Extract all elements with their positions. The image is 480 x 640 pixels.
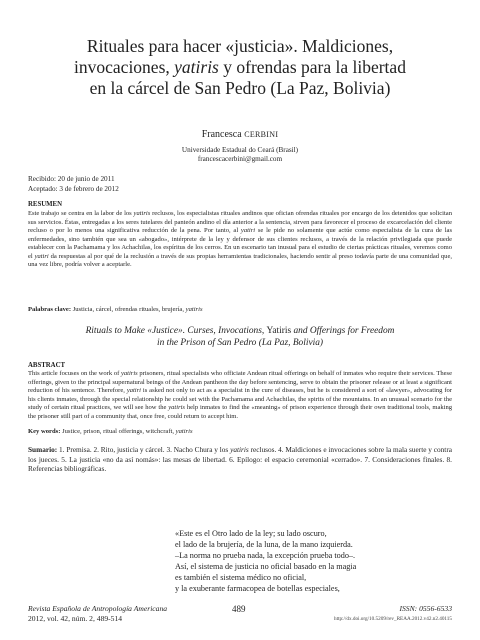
- issn: ISSN: 0556-6533: [399, 604, 452, 613]
- abstract-text: This article focuses on the work of yatiris prisoners, ritual specialists who officiate Andean ritual offerings on behalf of inmates who require their services. These offerings, given to the principal supernatural beings of the Andean pantheon the day before sentencing, serve to obtain the prisoner release or at least a significant reduction of his sentence. Therefore, yatiri is asked not only to act as a specialist in the cure of diseases, but he is considered a sort of «lawyer», advocating for his clients inmates, through the special relationship he could set with the Pachamama and Achachilas, the spirits of the mountains. In an unusual scenario for the study of certain ritual practices, we will see how the yatiris help inmates to find the «meaning» of prison experience through their own traditional tools, making the prisoner still part of a community that, once free, could return to accept him.: [28, 370, 453, 420]
- journal-name: [28, 604, 167, 614]
- english-title-line-1: [40, 326, 440, 338]
- quote-line: Así, el sistema de justicia no oficial basado en la magia: [175, 562, 357, 571]
- journal-issue: 2012, vol. 42, núm. 2, 489-514: [28, 614, 123, 623]
- english-title-line-1-end: and Offerings for Freedom: [291, 326, 395, 336]
- key-words: [28, 428, 452, 435]
- palabras-clave-label: Palabras clave:: [28, 306, 72, 313]
- article-dates: [28, 175, 119, 194]
- english-title-line-2: in the Prison of San Pedro (La Paz, Bolivia): [156, 337, 324, 348]
- accepted-date: Aceptado: 3 de febrero de 2012: [28, 184, 119, 193]
- quote-line: es también el sistema médico no oficial,: [175, 573, 307, 582]
- author-last-name: CERBINI: [244, 130, 279, 139]
- sumario: [28, 445, 452, 474]
- author-name: [0, 129, 480, 140]
- journal-citation: [28, 604, 167, 624]
- doi-link[interactable]: http://dx.doi.org/10.5209/rev_REAA.2012.v42.n2.40115: [333, 616, 452, 622]
- sumario-text: 1. Premisa. 2. Rito, justicia y cárcel. 3. Nacho Chura y los yatiris reclusos. 4. Maldiciones e invocaciones sobre la mala suerte y contra los jueces. 5. La justicia «no da así nomás»: las mesas de libertad. 6. Epílogo: el espacio ceremonial «cerrado». 7. Consideraciones finales. 8. Referencias bibliográficas.: [28, 445, 453, 473]
- epigraph-quote: [175, 528, 356, 594]
- page-number: 489: [232, 604, 246, 614]
- palabras-clave-values: Justicia, cárcel, ofrendas rituales, brujería, yatiris: [71, 306, 203, 313]
- english-title-line-1-upright: Yatiris: [266, 326, 292, 336]
- english-title: [40, 326, 440, 350]
- resumen-text: Este trabajo se centra en la labor de los yatiris reclusos, los especialistas rituales andinos que ofician ofrendas rituales por encargo de los detenidos que solicitan sus servicios. Éstas, entregadas a los seres tutelares del panteón andino el día anterior a la sentencia, sirven para favorecer el proceso de excarcelación del cliente recluso o por lo menos una significativa reducción de la pena. Por tanto, al yatiri se le pide no solamente que actúe como especialista de la cura de las enfermedades, sino también que sea un «abogado», intérprete de la ley y defensor de sus clientes reclusos, a través de la relación privilegiada que puede establecer con la Pachamama y los Achachilas, los espíritus de los cerros. En un escenario tan inusual para el estudio de ciertas prácticas rituales, veremos como el yatiri da respuestas al por qué de la reclusión a través de sus propias herramientas tradicionales, haciendo sentir al preso todavía parte de una comunidad que, una vez libre, podría volver a aceptarle.: [28, 210, 453, 269]
- quote-line: el lado de la brujería, de la luna, de la mano izquierda.: [175, 540, 353, 549]
- received-date: Recibido: 20 de junio de 2011: [28, 175, 115, 183]
- quote-line: –La norma no prueba nada, la excepción prueba todo–.: [175, 551, 356, 560]
- title-line-2: [40, 57, 440, 78]
- quote-line: y la exuberante farmacopea de botellas especiales,: [175, 584, 340, 593]
- key-words-label: Key words:: [28, 428, 61, 435]
- article-title: [40, 36, 440, 99]
- resumen-heading: RESUMEN: [28, 201, 62, 208]
- title-line-2-end: y ofrendas para la libertad: [218, 57, 406, 77]
- abstract-heading: ABSTRACT: [28, 362, 66, 369]
- quote-line: «Este es el Otro lado de la ley; su lado oscuro,: [175, 529, 327, 538]
- author-affiliation: Universidade Estadual do Ceará (Brasil): [181, 146, 299, 154]
- title-line-2-start: invocaciones,: [74, 57, 175, 77]
- title-line-1: Rituales para hacer «justicia». Maldiciones,: [86, 36, 394, 56]
- palabras-clave: [28, 306, 452, 313]
- author-email[interactable]: francescacerbini@gmail.com: [197, 155, 283, 163]
- sumario-label: Sumario:: [28, 445, 58, 454]
- key-words-values: Justice, prison, ritual offerings, witchcraft, yatiris: [60, 428, 193, 435]
- journal-name-text: Revista Española de Antropología Americana: [28, 604, 168, 613]
- title-line-2-emphasis: yatiris: [174, 57, 219, 77]
- journal-identifiers: [334, 604, 452, 624]
- english-title-line-1-start: Rituals to Make «Justice». Curses, Invocations,: [85, 326, 267, 336]
- title-line-3: en la cárcel de San Pedro (La Paz, Bolivia): [89, 78, 391, 98]
- author-first-name: Francesca: [201, 129, 242, 140]
